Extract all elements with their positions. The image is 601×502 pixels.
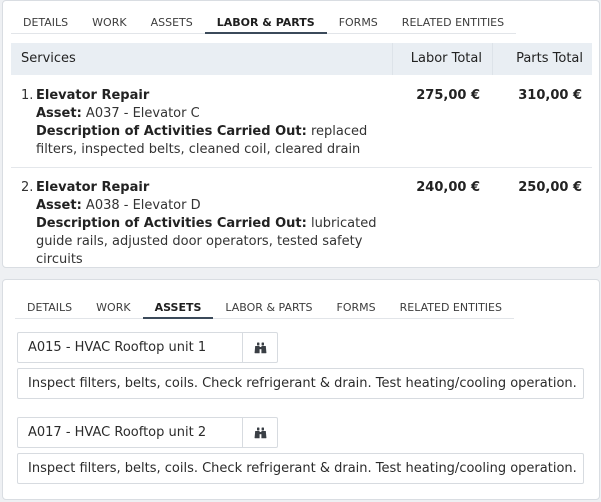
asset-description[interactable]: Inspect filters, belts, coils. Check refrigerant & drain. Test heating/cooling operation. — [17, 368, 584, 399]
tab-work[interactable]: WORK — [80, 11, 138, 34]
parts-total-value: 250,00 € — [518, 180, 582, 195]
binoculars-icon — [254, 427, 267, 439]
column-header-labor-total: Labor Total — [392, 43, 492, 75]
description-value: lubricated guide rails, adjusted door operators, tested safety circuits — [36, 216, 377, 267]
asset-lookup-button[interactable] — [243, 333, 277, 362]
services-table-header — [11, 43, 592, 75]
service-details — [21, 179, 381, 269]
parts-total-value: 310,00 € — [518, 88, 582, 103]
service-title: Elevator Repair — [36, 88, 150, 103]
asset-label: Asset: — [36, 198, 82, 213]
description-label: Description of Activities Carried Out: — [36, 216, 307, 231]
labor-parts-panel — [2, 0, 600, 268]
description-label: Description of Activities Carried Out: — [36, 124, 307, 139]
tab-forms[interactable]: FORMS — [327, 11, 390, 34]
asset-value: A038 - Elevator D — [85, 198, 201, 213]
row-number: 1. — [21, 88, 34, 103]
column-header-parts-total: Parts Total — [492, 43, 592, 75]
tab-work[interactable]: WORK — [84, 296, 142, 319]
column-header-services: Services — [21, 51, 76, 66]
asset-lookup-button[interactable] — [243, 418, 277, 447]
service-title: Elevator Repair — [36, 180, 150, 195]
tab-details[interactable]: DETAILS — [11, 11, 80, 34]
tab-bar — [15, 296, 514, 319]
tab-details[interactable]: DETAILS — [15, 296, 84, 319]
binoculars-icon — [254, 342, 267, 354]
tab-assets[interactable]: ASSETS — [139, 11, 205, 34]
labor-total-value: 240,00 € — [416, 180, 480, 195]
description-value: replaced filters, inspected belts, cleaned coil, cleared drain — [36, 124, 368, 157]
asset-name-value[interactable]: A015 - HVAC Rooftop unit 1 — [18, 333, 243, 362]
asset-value: A037 - Elevator C — [85, 106, 200, 121]
tab-related-entities[interactable]: RELATED ENTITIES — [390, 11, 516, 34]
service-details — [21, 87, 381, 159]
tab-bar — [11, 11, 516, 34]
tab-related-entities[interactable]: RELATED ENTITIES — [388, 296, 514, 319]
asset-label: Asset: — [36, 106, 82, 121]
tab-labor-parts[interactable]: LABOR & PARTS — [213, 296, 324, 319]
tab-assets[interactable]: ASSETS — [143, 296, 214, 319]
asset-description[interactable]: Inspect filters, belts, coils. Check refrigerant & drain. Test heating/cooling operation. — [17, 453, 584, 484]
assets-panel — [2, 279, 600, 500]
labor-total-value: 275,00 € — [416, 88, 480, 103]
row-number: 2. — [21, 180, 34, 195]
row-divider — [11, 167, 592, 168]
asset-field — [17, 332, 278, 363]
tab-labor-parts[interactable]: LABOR & PARTS — [205, 11, 327, 34]
asset-field — [17, 417, 278, 448]
tab-forms[interactable]: FORMS — [325, 296, 388, 319]
asset-name-value[interactable]: A017 - HVAC Rooftop unit 2 — [18, 418, 243, 447]
